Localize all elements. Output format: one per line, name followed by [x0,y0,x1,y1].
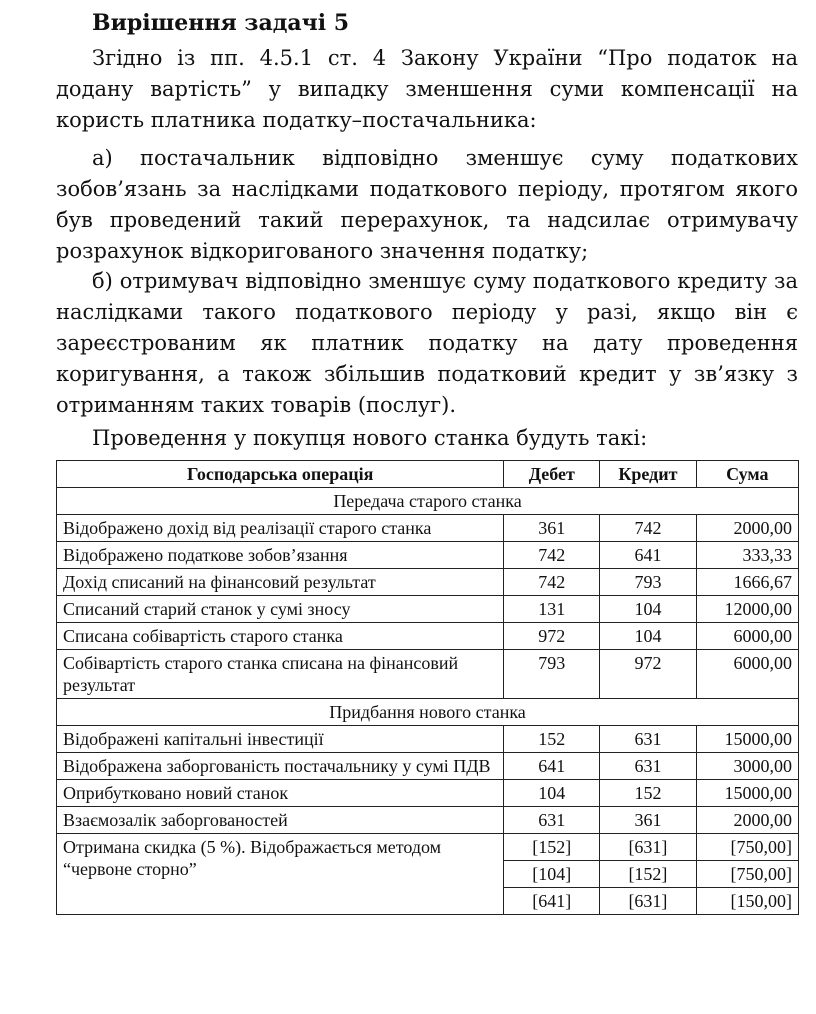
credit-cell: 742 [600,515,696,542]
paragraph-supplier: а) постачальник відповідно зменшує суму податкових зобов’язань за наслідками податкового періоду, протягом якого був проведений такий перерахунок, та надсилає отримувачу розрахунок відкоригованого значення податку; [56,146,798,263]
debit-cell: [104] [504,861,600,888]
debit-cell: 972 [504,623,600,650]
table-row [57,650,799,699]
debit-cell: 742 [504,542,600,569]
task-heading: Вирішення задачі 5 [92,10,350,36]
section-title: Передача старого станка [57,488,799,515]
operation-cell: Відображена заборгованість постачальнику у сумі ПДВ [57,753,504,780]
operation-cell: Списана собівартість старого станка [57,623,504,650]
credit-cell: [152] [600,861,696,888]
table-row [57,596,799,623]
sum-cell: [750,00] [696,834,798,861]
credit-cell: 361 [600,807,696,834]
paragraph-entries-intro: Проведення у покупця нового станка будуть такі: [92,426,648,450]
sum-cell: 6000,00 [696,650,798,699]
operation-cell: Дохід списаний на фінансовий результат [57,569,504,596]
table-row [57,834,799,861]
sum-cell: 12000,00 [696,596,798,623]
table-row [57,542,799,569]
operation-cell: Оприбутковано новий станок [57,780,504,807]
credit-cell: [631] [600,888,696,915]
operations-table [56,460,799,915]
debit-cell: 361 [504,515,600,542]
table-row [57,726,799,753]
credit-cell: 972 [600,650,696,699]
sum-cell: 1666,67 [696,569,798,596]
credit-cell: 631 [600,753,696,780]
operation-cell: Відображено податкове зобов’язання [57,542,504,569]
paragraph-intro: Згідно із пп. 4.5.1 ст. 4 Закону України “Про податок на додану вартість” у випадку зменшення суми компенсації на користь платника податку–постачальника: [56,46,798,132]
section-row-old-machine [57,488,799,515]
debit-cell: 631 [504,807,600,834]
paragraph-recipient: б) отримувач відповідно зменшує суму податкового кредиту за наслідками такого податкового періоду у разі, якщо він є зареєстрованим як платник податку на дату проведення коригування, а також збільшив податковий кредит у зв’язку з отриманням таких товарів (послуг). [56,269,798,417]
operation-cell: Відображено дохід від реалізації старого станка [57,515,504,542]
debit-cell: [641] [504,888,600,915]
debit-cell: [152] [504,834,600,861]
header-operation: Господарська операція [57,461,504,488]
table-row [57,753,799,780]
section-title: Придбання нового станка [57,699,799,726]
operation-cell: Собівартість старого станка списана на фінансовий результат [57,650,504,699]
debit-cell: 641 [504,753,600,780]
sum-cell: 2000,00 [696,807,798,834]
header-debit: Дебет [504,461,600,488]
sum-cell: [750,00] [696,861,798,888]
operation-cell: Взаємозалік заборгованостей [57,807,504,834]
sum-cell: 3000,00 [696,753,798,780]
sum-cell: 2000,00 [696,515,798,542]
table-row [57,569,799,596]
operation-cell: Відображені капітальні інвестиції [57,726,504,753]
sum-cell: 15000,00 [696,726,798,753]
sum-cell: 15000,00 [696,780,798,807]
table-row [57,780,799,807]
debit-cell: 131 [504,596,600,623]
table-header-row [57,461,799,488]
header-credit: Кредит [600,461,696,488]
credit-cell: 104 [600,623,696,650]
sum-cell: 333,33 [696,542,798,569]
table-row [57,515,799,542]
debit-cell: 104 [504,780,600,807]
sum-cell: [150,00] [696,888,798,915]
debit-cell: 152 [504,726,600,753]
header-sum: Сума [696,461,798,488]
debit-cell: 742 [504,569,600,596]
credit-cell: 631 [600,726,696,753]
credit-cell: 641 [600,542,696,569]
debit-cell: 793 [504,650,600,699]
operation-cell: Списаний старий станок у сумі зносу [57,596,504,623]
section-row-new-machine [57,699,799,726]
credit-cell: 793 [600,569,696,596]
credit-cell: 104 [600,596,696,623]
credit-cell: [631] [600,834,696,861]
sum-cell: 6000,00 [696,623,798,650]
credit-cell: 152 [600,780,696,807]
table-row [57,623,799,650]
table-row [57,807,799,834]
operation-cell: Отримана скидка (5 %). Відображається методом “червоне сторно” [57,834,504,915]
